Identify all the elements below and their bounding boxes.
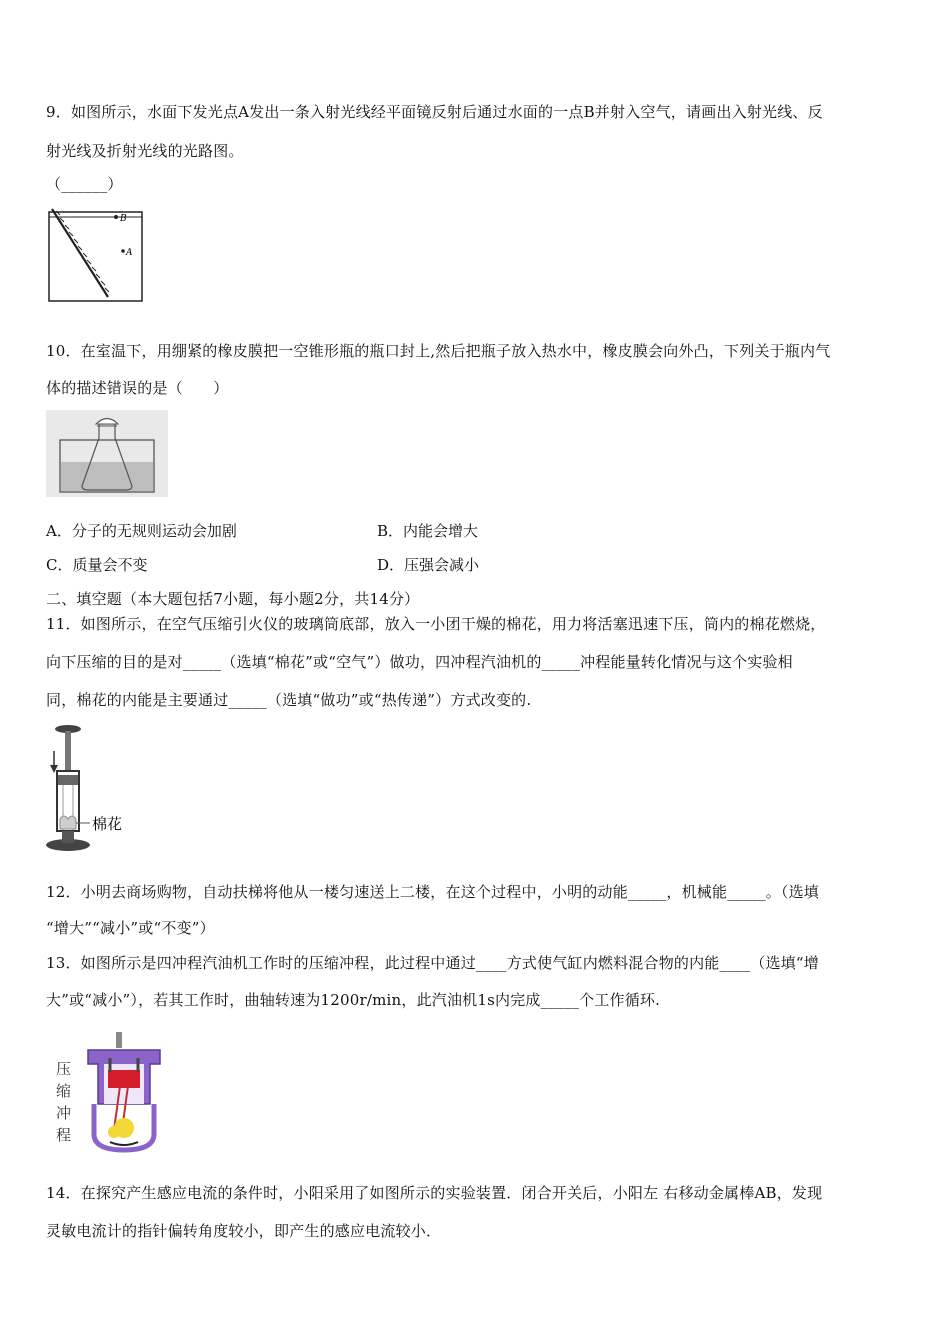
q10-flask-figure [46,410,168,497]
q12-text-line-2: “增大”“减小”或“不变”） [46,919,215,937]
q9-text-line-2: 射光线及折射光线的光路图。 [46,142,244,160]
q10-option-d[interactable]: D．压强会减小 [377,556,480,574]
point-b-dot [114,215,118,219]
q13-text-line-2: 大”或“减小”），若其工作时，曲轴转速为1200r/min，此汽油机1s内完成_____个工作循环. [46,991,661,1009]
q13-text-line-1: 13．如图所示是四冲程汽油机工作时的压缩冲程，此过程中通过____方式使气缸内燃料混合物的内能____（选填“增 [46,954,819,972]
q10-option-b[interactable]: B．内能会增大 [377,522,479,540]
q13-engine-figure [52,1024,170,1156]
q11-fire-piston-figure [44,723,164,855]
q10-option-a[interactable]: A．分子的无规则运动会加剧 [46,522,237,540]
stroke-label-char-2: 缩 [56,1082,72,1100]
q14-text-line-2: 灵敏电流计的指针偏转角度较小，即产生的感应电流较小． [46,1222,442,1240]
point-a-label: A [126,248,133,258]
q9-mirror-figure [46,205,146,305]
cotton-label: 棉花 [92,815,123,833]
q10-text-line-1: 10．在室温下，用绷紧的橡皮膜把一空锥形瓶的瓶口封上,然后把瓶子放入热水中，橡皮膜会向外凸，下列关于瓶内气 [46,342,831,360]
stroke-label-char-1: 压 [56,1060,72,1078]
q9-answer-blank: （______） [46,175,123,193]
point-b-label: B [120,214,127,224]
q10-option-c[interactable]: C．质量会不变 [46,556,148,574]
point-a-dot [121,249,125,253]
q12-text-line-1: 12．小明去商场购物，自动扶梯将他从一楼匀速送上二楼，在这个过程中，小明的动能_____，机械能_____。（选填 [46,883,819,901]
q11-text-line-1: 11．如图所示，在空气压缩引火仪的玻璃筒底部，放入一小团干燥的棉花，用力将活塞迅速下压，筒内的棉花燃烧， [46,615,826,633]
stroke-label-char-3: 冲 [56,1104,72,1122]
section-2-title: 二、填空题（本大题包括7小题，每小题2分，共14分） [46,590,420,608]
q10-text-line-2: 体的描述错误的是（ ） [46,379,229,397]
q9-text-line-1: 9．如图所示，水面下发光点A发出一条入射光线经平面镜反射后通过水面的一点B并射入空气，请画出入射光线、反 [46,103,823,121]
q14-text-line-1: 14．在探究产生感应电流的条件时，小阳采用了如图所示的实验装置．闭合开关后，小阳左 右移动金属棒AB，发现 [46,1184,823,1202]
stroke-label-char-4: 程 [56,1126,72,1144]
q11-text-line-3: 同，棉花的内能是主要通过_____（选填“做功”或“热传递”）方式改变的. [46,691,532,709]
q11-text-line-2: 向下压缩的目的是对_____（选填“棉花”或“空气”）做功，四冲程汽油机的_____冲程能量转化情况与这个实验相 [46,653,793,671]
